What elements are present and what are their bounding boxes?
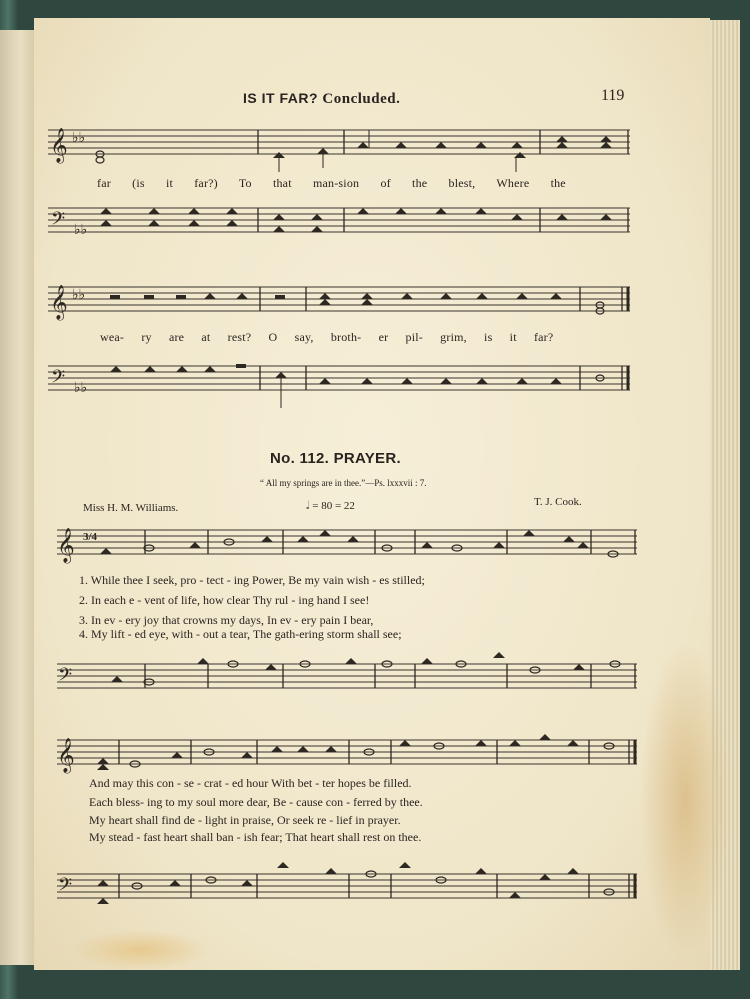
staff-bass-system-4 (57, 872, 642, 912)
flat-sign-icon: ♭♭ (72, 130, 86, 146)
lyrics-line-2: wea- ry are at rest? O say, broth- er pil- grim, is it far? (100, 330, 554, 344)
page-number: 119 (601, 87, 625, 104)
staff-bass-system-2 (48, 364, 633, 404)
section-title (243, 90, 400, 108)
half-note-icon: 𝅗𝅥 (306, 500, 310, 512)
flat-sign-icon: ♭♭ (74, 380, 88, 396)
staff-treble-system-4 (57, 738, 642, 778)
verse-line: 2. In each e - vent of life, how clear Thy rul - ing hand I see! (79, 593, 370, 607)
staff-bass-system-1 (48, 206, 633, 246)
staff-treble-system-3 (57, 528, 642, 568)
hymn-composer: T. J. Cook. (534, 496, 582, 508)
water-stain (640, 640, 730, 960)
treble-clef-icon: 𝄞 (50, 128, 68, 163)
verse-line: 1. While thee I seek, pro - tect - ing Power, Be my vain wish - es stilled; (79, 573, 425, 587)
staff-treble-system-1 (48, 128, 633, 168)
hymn-epigraph: “ All my springs are in thee.”—Ps. lxxxvii : 7. (260, 478, 427, 488)
staff-bass-system-3 (57, 662, 642, 702)
verse-line: 3. In ev - ery joy that crowns my days, In ev - ery pain I bear, (79, 613, 374, 627)
treble-clef-icon: 𝄞 (50, 285, 68, 320)
water-stain (70, 930, 210, 970)
time-signature-top: 3/4 (83, 531, 98, 543)
hymn-author: Miss H. M. Williams. (83, 502, 179, 514)
staff-treble-system-2 (48, 285, 633, 325)
hymn-title: No. 112. PRAYER. (270, 450, 401, 467)
verse-line: My heart shall find de - light in praise, Or seek re - lief in prayer. (89, 813, 401, 827)
section-title-main: IS IT FAR? (243, 90, 318, 106)
staff-lines (48, 130, 630, 154)
left-page-edge (0, 30, 34, 965)
lyrics-line-1: far (is it far?) To that man-sion of the blest, Where the (97, 176, 566, 190)
section-title-suffix: Concluded. (322, 91, 401, 107)
verse-line: My stead - fast heart shall ban - ish fear; That heart shall rest on thee. (89, 830, 422, 844)
verse-line: Each bless- ing to my soul more dear, Be - cause con - ferred by thee. (89, 795, 423, 809)
verse-line: 4. My lift - ed eye, with - out a tear, The gath-ering storm shall see; (79, 627, 402, 641)
tempo-marking: 𝅗𝅥 = 80 = 22 (306, 500, 355, 512)
bass-clef-icon: 𝄢 (58, 875, 73, 900)
flat-sign-icon: ♭♭ (74, 222, 88, 238)
verse-line: And may this con - se - crat - ed hour With bet - ter hopes be filled. (89, 776, 412, 790)
bass-clef-icon: 𝄢 (58, 665, 73, 690)
bass-clef-icon: 𝄢 (51, 209, 66, 234)
flat-sign-icon: ♭♭ (72, 287, 86, 303)
bass-clef-icon: 𝄢 (51, 367, 66, 392)
treble-clef-icon: 𝄞 (57, 738, 75, 773)
treble-clef-icon: 𝄞 (57, 528, 75, 563)
